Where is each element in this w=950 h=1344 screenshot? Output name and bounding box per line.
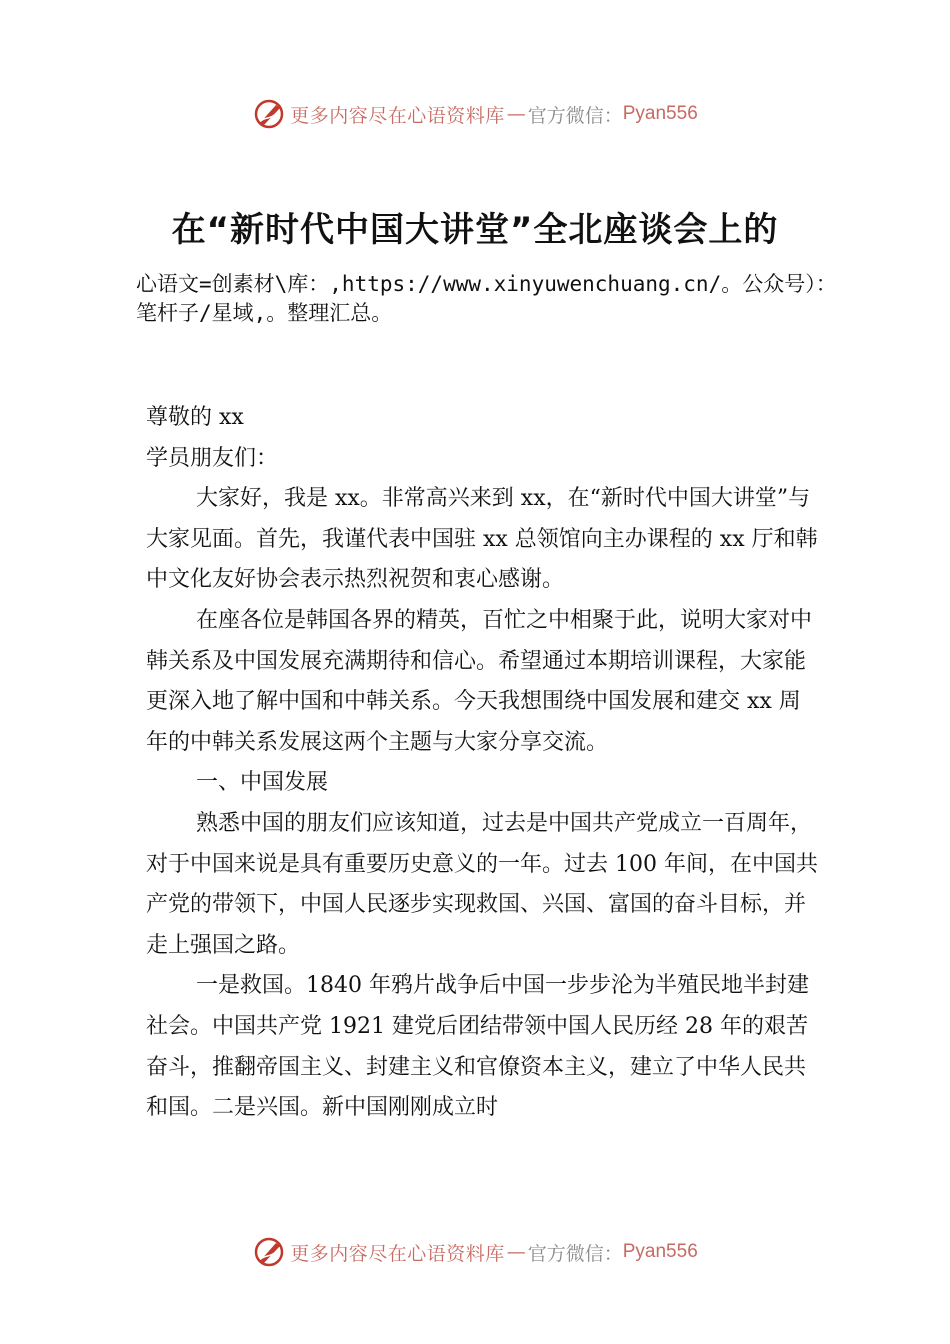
banner-dash: — [506, 1241, 526, 1263]
salutation-line-1: 尊敬的 xx [146, 405, 244, 430]
banner-main-text: 更多内容尽在心语资料库 [290, 104, 505, 127]
footer-watermark-banner [0, 1232, 950, 1272]
banner-dash: — [506, 103, 526, 125]
pen-circle-logo-icon [252, 97, 286, 131]
section-heading: 一、中国发展 [196, 770, 329, 796]
banner-wechat-label: 官方微信： [527, 104, 623, 127]
body-paragraph: 熟悉中国的朋友们应该知道，过去是中国共产党成立一百周年，对于中国来说是具有重要历史意义的一年。过去 100 年间，在中国共产党的带领下，中国人民逐步实现救国、兴国、富国的奋斗目标，并走上强国之路。 [146, 810, 818, 958]
body-paragraph: 一是救国。1840 年鸦片战争后中国一步步沦为半殖民地半封建社会。中国共产党 1921 建党后团结带领中国人民历经 28 年的艰苦奋斗，推翻帝国主义、封建主义和官僚资本主义，建立了中华人民共和国。二是兴国。新中国刚刚成立时 [146, 973, 809, 1121]
document-title: 在“新时代中国大讲堂”全北座谈会上的 [171, 210, 779, 250]
salutation-line-2: 学员朋友们： [146, 445, 279, 471]
source-attribution: 心语文=创素材\库：,https://www.xinyuwenchuang.cn/。公众号）：笔杆子/星域,。整理汇总。 [136, 272, 837, 325]
body-paragraph: 在座各位是韩国各界的精英，百忙之中相聚于此，说明大家对中韩关系及中国发展充满期待和信心。希望通过本期培训课程，大家能更深入地了解中国和中韩关系。今天我想围绕中国发展和建交 xx 周年的中韩关系发展这两个主题与大家分享交流。 [146, 607, 813, 755]
banner-main-text: 更多内容尽在心语资料库 [290, 1242, 505, 1265]
body-paragraph: 大家好，我是 xx。非常高兴来到 xx，在“新时代中国大讲堂”与大家见面。首先，我谨代表中国驻 xx 总领馆向主办课程的 xx 厅和韩中文化友好协会表示热烈祝贺和衷心感谢。 [146, 486, 818, 593]
banner-wechat-id: Pyan556 [622, 103, 698, 124]
document-body [146, 398, 818, 1129]
pen-circle-logo-icon [252, 1235, 286, 1269]
banner-wechat-label: 官方微信： [527, 1242, 623, 1265]
banner-wechat-id: Pyan556 [622, 1241, 698, 1262]
header-watermark-banner [0, 94, 950, 134]
